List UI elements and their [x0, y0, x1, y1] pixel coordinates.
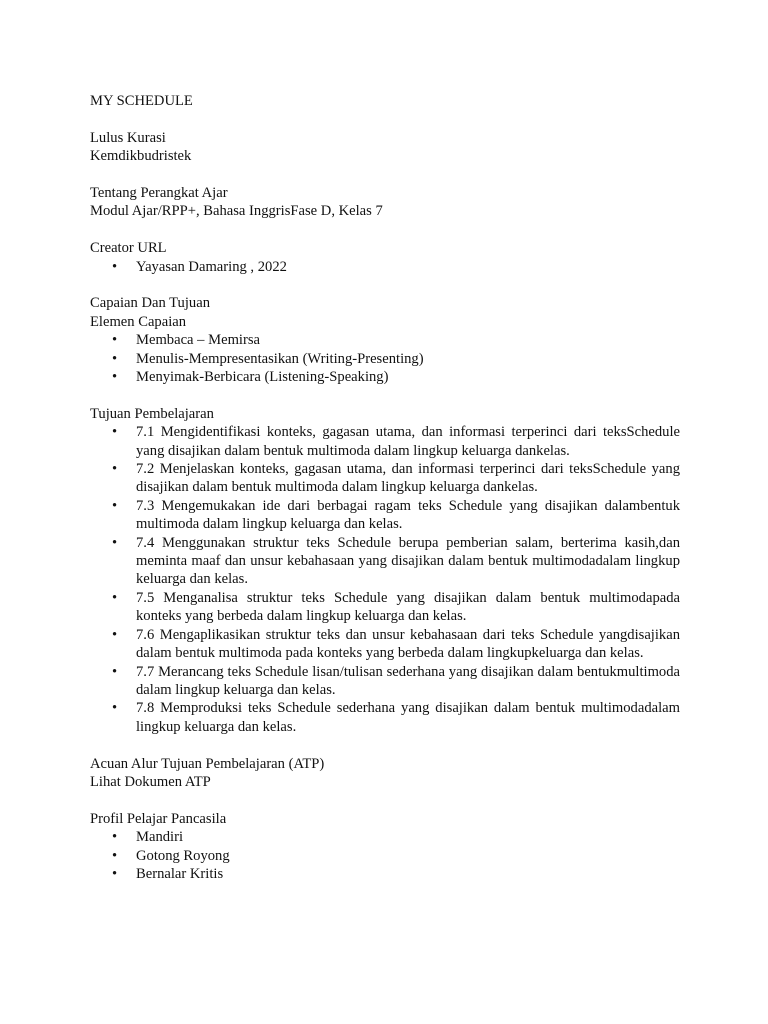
spacer: [90, 110, 680, 128]
list-item: [90, 699, 680, 736]
creator-list: [90, 258, 680, 276]
spacer: [90, 386, 680, 404]
bullet-icon: •: [112, 497, 118, 514]
list-item-text: 7.7 Merancang teks Schedule lisan/tulisan sederhana yang disajikan dalam bentukmultimoda dalam lingkup keluarga dan kelas.: [136, 663, 680, 698]
bullet-icon: •: [112, 829, 118, 846]
list-item-text: Membaca – Memirsa: [136, 332, 261, 349]
achievement-subheading: Elemen Capaian: [90, 313, 187, 330]
about-value: Modul Ajar/RPP+, Bahasa InggrisFase D, Kelas 7: [90, 203, 383, 220]
list-item-text: 7.6 Mengaplikasikan struktur teks dan unsur kebahasaan dari teks Schedule yangdisajikan dalam bentuk multimoda pada konteks yang berbeda dalam lingkupkeluarga dan kelas.: [136, 626, 680, 662]
bullet-icon: •: [112, 369, 118, 386]
bullet-icon: •: [112, 865, 118, 882]
bullet-icon: •: [112, 534, 118, 551]
list-item: [90, 368, 680, 386]
atp-value: Lihat Dokumen ATP: [90, 773, 211, 790]
objectives-list: [90, 423, 680, 736]
list-item-text: 7.8 Memproduksi teks Schedule sederhana yang disajikan dalam bentuk multimodadalam lingkup keluarga dan kelas.: [136, 700, 680, 735]
list-item: [90, 589, 680, 626]
bullet-icon: •: [112, 663, 118, 680]
list-item: [90, 331, 680, 349]
list-item-text: 7.5 Menganalisa struktur teks Schedule yang disajikan dalam bentuk multimodapada konteks yang berbeda dalam lingkup keluarga dan kelas.: [136, 589, 680, 625]
bullet-icon: •: [112, 258, 118, 275]
list-item: [90, 828, 680, 846]
list-item: [90, 865, 680, 883]
list-item: [90, 626, 680, 663]
spacer: [90, 166, 680, 184]
document-title: MY SCHEDULE: [90, 93, 193, 109]
achievement-list: [90, 331, 680, 386]
list-item-text: Menyimak-Berbicara (Listening-Speaking): [136, 369, 389, 386]
list-item-text: 7.4 Menggunakan struktur teks Schedule berupa pemberian salam, berterima kasih,dan meminta maaf dan unsur kebahasaan yang disajikan dalam bentuk multimodadalam lingkup keluarga dan kelas.: [136, 534, 680, 588]
curation-value: Kemdikbudristek: [90, 148, 192, 165]
list-item: [90, 534, 680, 589]
spacer: [90, 736, 680, 754]
bullet-icon: •: [112, 626, 118, 643]
objectives-heading: Tujuan Pembelajaran: [90, 405, 214, 422]
list-item-text: Menulis-Mempresentasikan (Writing-Presenting): [136, 350, 424, 367]
profile-heading: Profil Pelajar Pancasila: [90, 810, 227, 827]
list-item-text: 7.3 Mengemukakan ide dari berbagai ragam teks Schedule yang disajikan dalambentuk multimoda dalam lingkup keluarga dan kelas.: [136, 497, 680, 533]
spacer: [90, 276, 680, 294]
bullet-icon: •: [112, 350, 118, 367]
list-item-text: 7.2 Menjelaskan konteks, gagasan utama, dan informasi terperinci dari teksSchedule yang disajikan dalam bentuk multimoda dalam lingkup keluarga dankelas.: [136, 461, 680, 496]
profile-list: [90, 828, 680, 883]
bullet-icon: •: [112, 589, 118, 606]
list-item-text: Bernalar Kritis: [136, 865, 224, 882]
spacer: [90, 221, 680, 239]
list-item: [90, 497, 680, 534]
bullet-icon: •: [112, 847, 118, 864]
about-heading: Tentang Perangkat Ajar: [90, 185, 228, 201]
list-item: [90, 423, 680, 460]
achievement-heading: Capaian Dan Tujuan: [90, 295, 210, 312]
list-item: [90, 847, 680, 865]
creator-heading: Creator URL: [90, 240, 167, 257]
list-item: [90, 350, 680, 368]
list-item-text: Yayasan Damaring , 2022: [136, 258, 287, 275]
bullet-icon: •: [112, 424, 118, 441]
bullet-icon: •: [112, 332, 118, 349]
curation-heading: Lulus Kurasi: [90, 129, 166, 146]
list-item: [90, 663, 680, 700]
spacer: [90, 791, 680, 809]
atp-heading: Acuan Alur Tujuan Pembelajaran (ATP): [90, 755, 325, 772]
list-item-text: 7.1 Mengidentifikasi konteks, gagasan utama, dan informasi terperinci dari teksSchedule yang disajikan dalam bentuk multimoda dalam lingkup keluarga dankelas.: [136, 424, 680, 459]
bullet-icon: •: [112, 461, 118, 478]
list-item: [90, 460, 680, 497]
bullet-icon: •: [112, 700, 118, 717]
list-item-text: Mandiri: [136, 829, 184, 846]
document-page: [90, 92, 680, 883]
list-item: [90, 258, 680, 276]
list-item-text: Gotong Royong: [136, 847, 230, 864]
